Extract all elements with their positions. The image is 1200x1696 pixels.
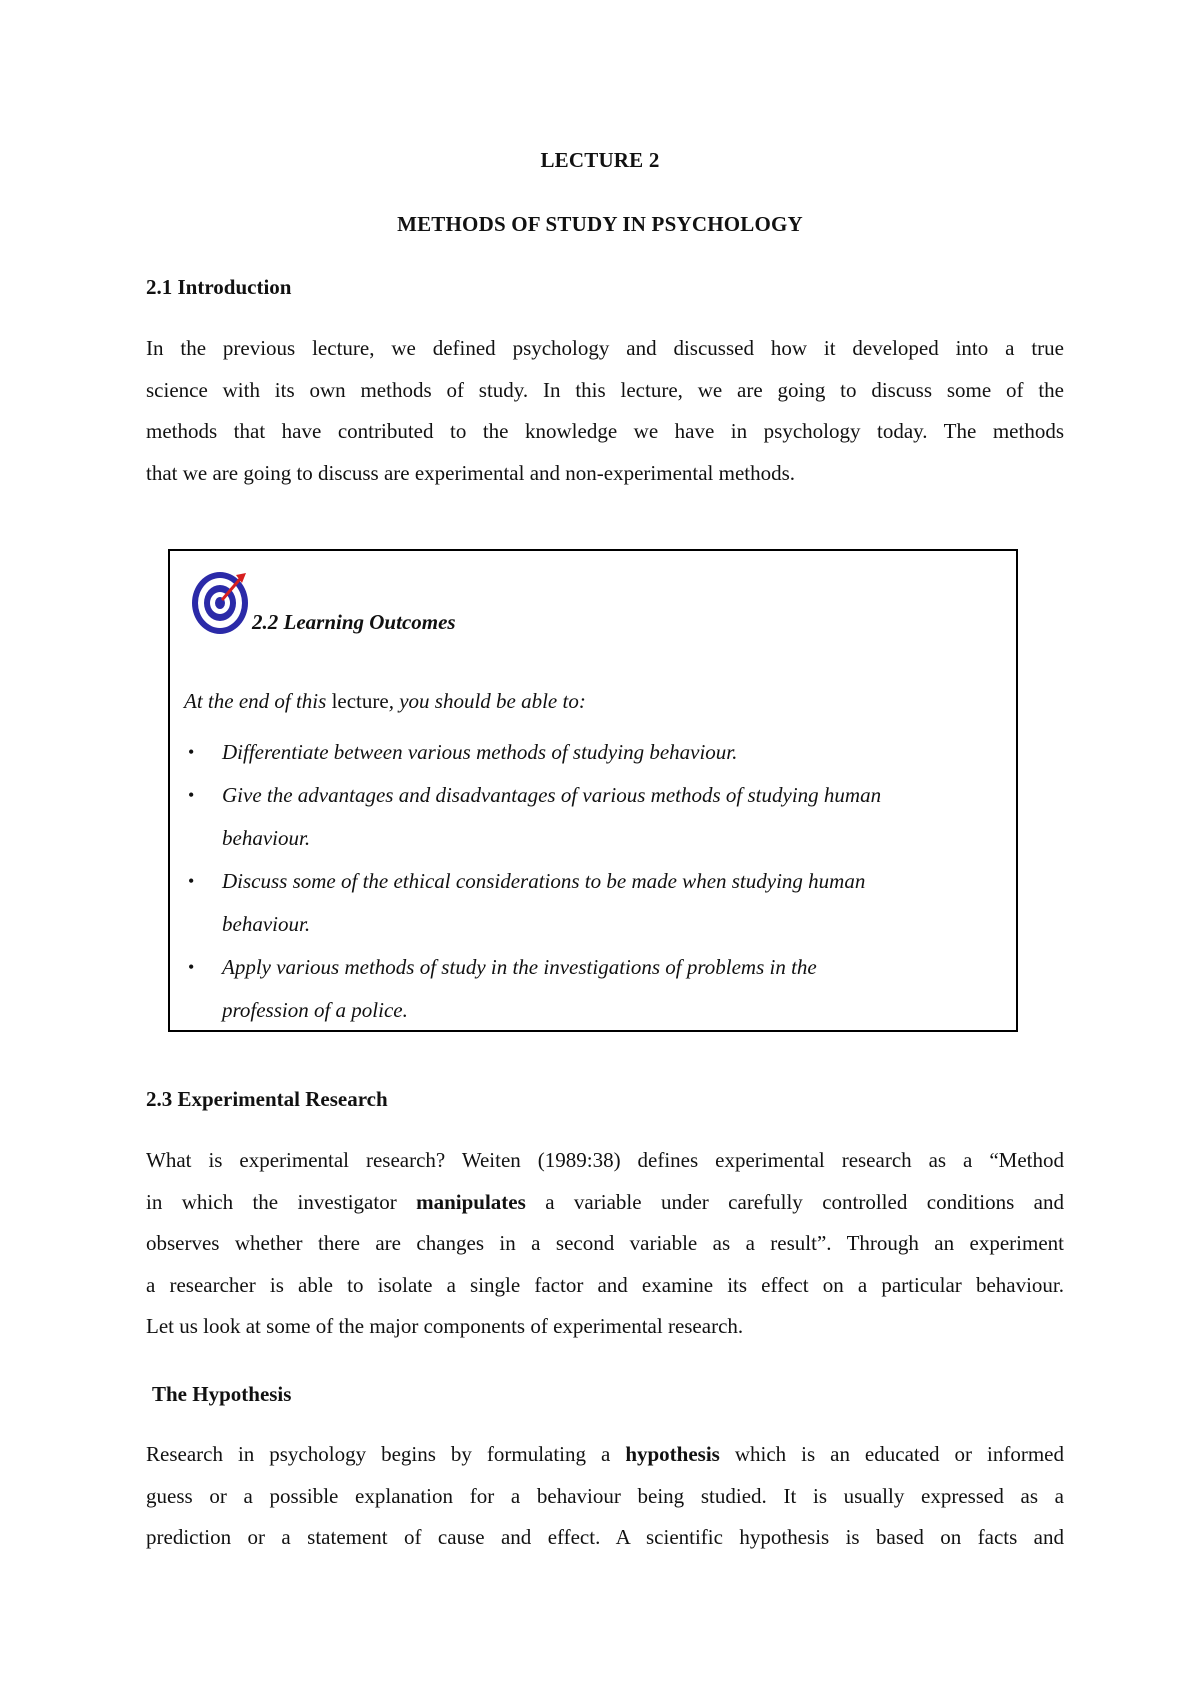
list-item-text: behaviour. [222,912,311,936]
introduction-paragraph [146,328,1064,494]
line-text: which is an educated or informed [719,1442,1064,1466]
learning-outcomes-box [168,549,1018,1032]
section-heading-hypothesis: The Hypothesis [152,1382,292,1406]
emphasis-text: manipulates [416,1189,526,1214]
line-text: a variable under carefully controlled conditions and [525,1189,1064,1214]
paragraph-line: What is experimental research? Weiten (1989:38) defines experimental research as a “Method [146,1148,1064,1172]
paragraph-line: observes whether there are changes in a second variable as a result”. Through an experiment [146,1231,1064,1255]
paragraph-line: In the previous lecture, we defined psychology and discussed how it developed into a true [146,336,1064,360]
lecture-label: LECTURE 2 [540,148,660,172]
document-title: METHODS OF STUDY IN PSYCHOLOGY [397,212,803,236]
paragraph-line: that we are going to discuss are experimental and non-experimental methods. [146,460,796,485]
list-item-text: Discuss some of the ethical considerations to be made when studying human [222,869,866,893]
line-text: Research in psychology begins by formulating a [146,1442,626,1466]
section-heading-experimental: 2.3 Experimental Research [146,1087,388,1111]
list-item-text: Give the advantages and disadvantages of various methods of studying human [222,783,882,807]
list-item-text: Apply various methods of study in the investigations of problems in the [222,955,817,979]
list-item [184,946,1004,1032]
paragraph-line: guess or a possible explanation for a behaviour being studied. It is usually expressed as a [146,1483,1064,1508]
list-item-text: profession of a police. [222,998,408,1022]
paragraph-line [146,1434,1064,1476]
bullet-icon: • [188,742,195,762]
paragraph-line: a researcher is able to isolate a single factor and examine its effect on a particular behaviour. [146,1272,1064,1297]
section-heading-introduction: 2.1 Introduction [146,275,292,299]
target-icon [190,565,256,637]
list-item [184,774,1004,860]
intro-text: At the end of this [184,689,332,713]
list-item [184,731,1004,774]
intro-text: lecture [331,689,389,713]
bullet-icon: • [188,785,195,805]
hypothesis-paragraph [146,1434,1064,1559]
intro-text: , you should be able to: [388,689,586,713]
list-item-text: Differentiate between various methods of studying behaviour. [222,740,738,764]
learning-outcomes-heading: 2.2 Learning Outcomes [252,610,456,634]
bullet-icon: • [188,957,195,977]
list-item-text: behaviour. [222,826,311,850]
learning-outcomes-list [184,731,1004,1032]
learning-outcomes-intro [184,689,586,714]
paragraph-line: science with its own methods of study. In this lecture, we are going to discuss some of the [146,377,1064,402]
paragraph-line: methods that have contributed to the knowledge we have in psychology today. The methods [146,419,1064,443]
experimental-paragraph [146,1140,1064,1348]
paragraph-line: Let us look at some of the major components of experimental research. [146,1314,744,1338]
list-item [184,860,1004,946]
paragraph-line [146,1182,1064,1224]
emphasis-text: hypothesis [625,1442,720,1466]
line-text: in which the investigator [146,1189,417,1214]
paragraph-line: prediction or a statement of cause and effect. A scientific hypothesis is based on facts and [146,1525,1064,1549]
bullet-icon: • [188,871,195,891]
